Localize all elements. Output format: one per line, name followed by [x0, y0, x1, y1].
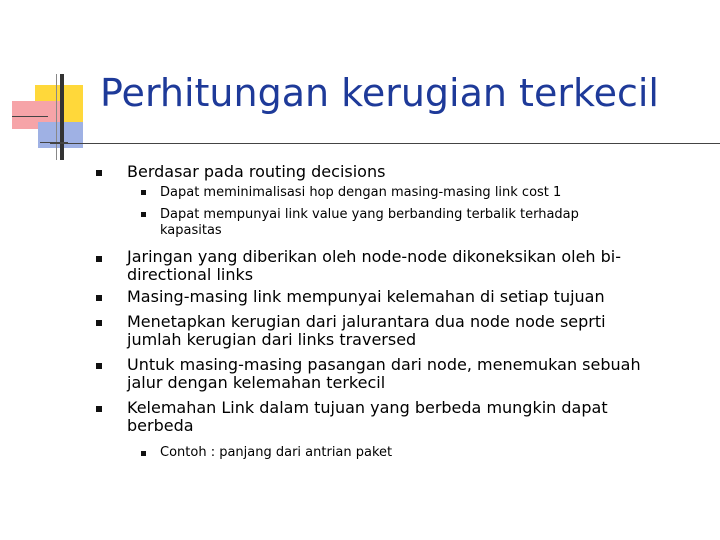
bullet-text: jalur dengan kelemahan terkecil [127, 373, 386, 392]
sub-bullet-text: kapasitas [160, 223, 222, 238]
bullet-square-icon [141, 190, 146, 195]
bullet-text: Jaringan yang diberikan oleh node-node dikoneksikan oleh bi- [127, 247, 622, 266]
bullet-text: directional links [127, 265, 254, 284]
bullet-square-icon [96, 406, 102, 412]
bullet-text: Masing-masing link mempunyai kelemahan di setiap tujuan [127, 287, 605, 306]
bullet-square-icon [141, 212, 146, 217]
bullet-square-icon [96, 320, 102, 326]
vertical-line-decoration [60, 74, 64, 160]
horizontal-line-decoration [12, 116, 48, 117]
bullet-text: berbeda [127, 416, 194, 435]
bullet-text: Kelemahan Link dalam tujuan yang berbeda mungkin dapat [127, 398, 608, 417]
bullet-text: jumlah kerugian dari links traversed [127, 330, 417, 349]
slide-title: Perhitungan kerugian terkecil [100, 71, 659, 115]
bullet-square-icon [96, 256, 102, 262]
bullet-square-icon [96, 363, 102, 369]
slide-logo-decoration [0, 0, 110, 170]
sub-bullet-text: Dapat mempunyai link value yang berbanding terbalik terhadap [160, 207, 579, 222]
vertical-line-decoration [56, 74, 57, 160]
bullet-square-icon [96, 295, 102, 301]
sub-bullet-text: Dapat meminimalisasi hop dengan masing-masing link cost 1 [160, 185, 562, 200]
sub-bullet-text: Contoh : panjang dari antrian paket [160, 445, 393, 460]
bullet-square-icon [96, 170, 102, 176]
bullet-text: Untuk masing-masing pasangan dari node, menemukan sebuah [127, 355, 641, 374]
bullet-text: Menetapkan kerugian dari jalurantara dua node node seprti [127, 312, 606, 331]
title-underline [50, 143, 720, 144]
bullet-text: Berdasar pada routing decisions [127, 162, 386, 181]
bullet-square-icon [141, 451, 146, 456]
